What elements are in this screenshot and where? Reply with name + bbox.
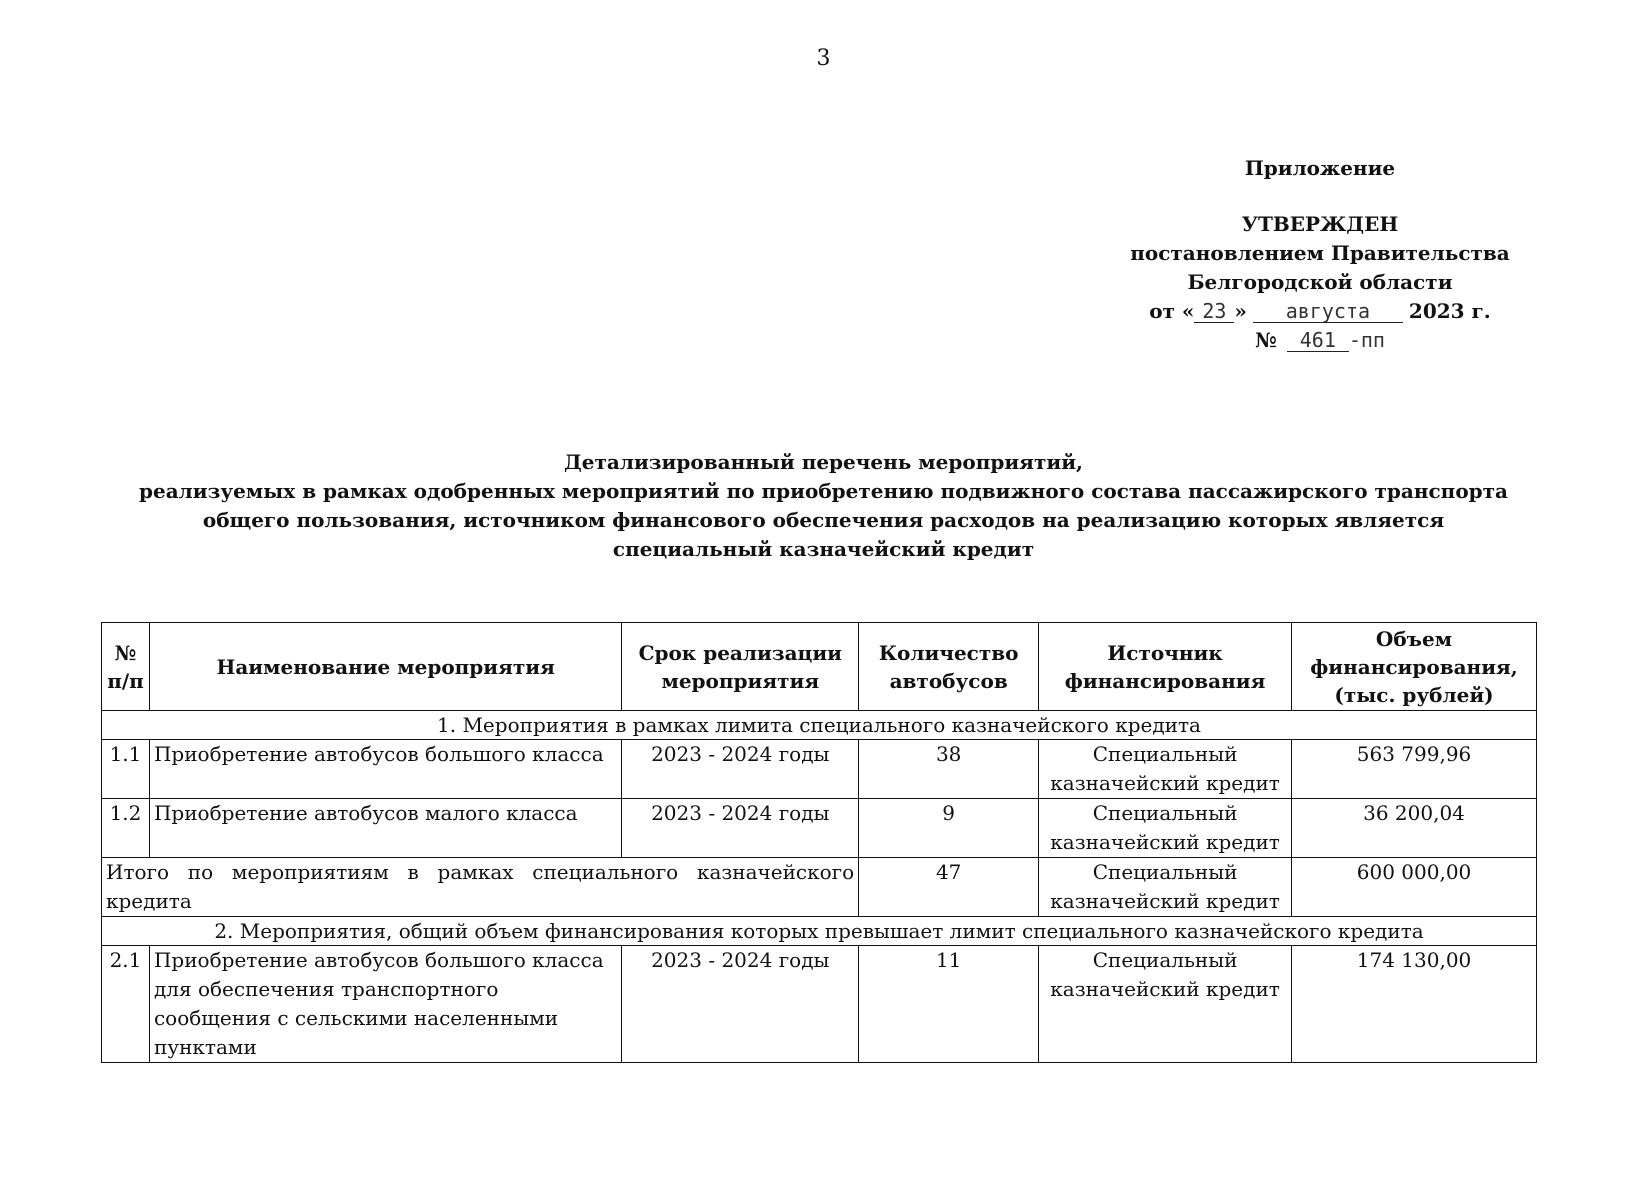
total-source: Специальный казначейский кредит bbox=[1039, 858, 1292, 917]
row-term: 2023 - 2024 годы bbox=[622, 740, 859, 799]
row-num: 2.1 bbox=[102, 946, 150, 1063]
measures-table bbox=[101, 622, 1537, 1063]
row-buses: 11 bbox=[859, 946, 1039, 1063]
header-term: Срок реализации мероприятия bbox=[622, 623, 859, 711]
table-row bbox=[102, 799, 1537, 858]
section-row bbox=[102, 917, 1537, 946]
header-volume: Объем финансирования, (тыс. рублей) bbox=[1292, 623, 1537, 711]
date-day: 23 bbox=[1194, 300, 1234, 323]
row-buses: 9 bbox=[859, 799, 1039, 858]
row-term: 2023 - 2024 годы bbox=[622, 946, 859, 1063]
header-source: Источник финансирования bbox=[1039, 623, 1292, 711]
table-row bbox=[102, 740, 1537, 799]
header-num: № п/п bbox=[102, 623, 150, 711]
date-prefix: от « bbox=[1149, 299, 1195, 323]
total-row bbox=[102, 858, 1537, 917]
row-name: Приобретение автобусов малого класса bbox=[149, 799, 621, 858]
decree-date bbox=[1100, 297, 1540, 326]
section-2-title: 2. Мероприятия, общий объем финансирования которых превышает лимит специального казначейского кредита bbox=[102, 917, 1537, 946]
number-suffix: -пп bbox=[1348, 328, 1385, 352]
row-name: Приобретение автобусов большого класса bbox=[149, 740, 621, 799]
approved-label: УТВЕРЖДЕН bbox=[1241, 212, 1399, 236]
row-num: 1.2 bbox=[102, 799, 150, 858]
title-line: специальный казначейский кредит bbox=[612, 537, 1035, 561]
section-1-title: 1. Мероприятия в рамках лимита специального казначейского кредита bbox=[102, 711, 1537, 740]
table-row bbox=[102, 946, 1537, 1063]
row-volume: 174 130,00 bbox=[1292, 946, 1537, 1063]
region-line: Белгородской области bbox=[1187, 270, 1453, 294]
title-line: реализуемых в рамках одобренных мероприятий по приобретению подвижного состава пассажирского транспорта bbox=[138, 479, 1508, 503]
header-buses: Количество автобусов bbox=[859, 623, 1039, 711]
approved-by-line: постановлением Правительства bbox=[1130, 241, 1510, 265]
approval-block bbox=[1100, 154, 1540, 355]
title-line: Детализированный перечень мероприятий, bbox=[564, 450, 1083, 474]
row-buses: 38 bbox=[859, 740, 1039, 799]
row-source: Специальный казначейский кредит bbox=[1039, 799, 1292, 858]
row-name: Приобретение автобусов большого класса для обеспечения транспортного сообщения с сельскими населенными пунктами bbox=[149, 946, 621, 1063]
date-month: августа bbox=[1253, 300, 1403, 323]
number-value: 461 bbox=[1287, 329, 1349, 352]
number-prefix: № bbox=[1255, 328, 1277, 352]
row-term: 2023 - 2024 годы bbox=[622, 799, 859, 858]
table-header-row bbox=[102, 623, 1537, 711]
decree-number bbox=[1100, 326, 1540, 355]
appendix-title: Приложение bbox=[1244, 156, 1396, 180]
section-row bbox=[102, 711, 1537, 740]
row-source: Специальный казначейский кредит bbox=[1039, 946, 1292, 1063]
total-volume: 600 000,00 bbox=[1292, 858, 1537, 917]
total-label: Итого по мероприятиям в рамках специального казначейского кредита bbox=[102, 858, 859, 917]
title-line: общего пользования, источником финансового обеспечения расходов на реализацию которых является bbox=[202, 508, 1445, 532]
document-title bbox=[0, 448, 1647, 564]
date-mid: » bbox=[1234, 299, 1247, 323]
row-source: Специальный казначейский кредит bbox=[1039, 740, 1292, 799]
page-number: 3 bbox=[816, 46, 831, 71]
date-year: 2023 г. bbox=[1408, 299, 1491, 323]
row-volume: 36 200,04 bbox=[1292, 799, 1537, 858]
total-buses: 47 bbox=[859, 858, 1039, 917]
header-name: Наименование мероприятия bbox=[149, 623, 621, 711]
row-volume: 563 799,96 bbox=[1292, 740, 1537, 799]
row-num: 1.1 bbox=[102, 740, 150, 799]
